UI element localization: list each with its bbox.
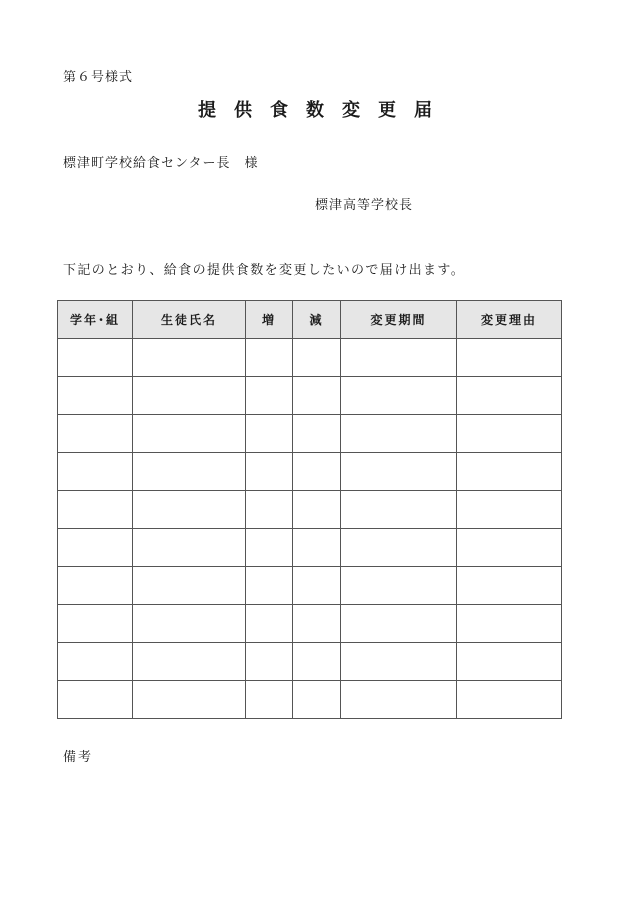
increase-cell[interactable] xyxy=(246,643,293,681)
increase-cell[interactable] xyxy=(246,605,293,643)
student-name-cell[interactable] xyxy=(133,491,246,529)
student-name-cell[interactable] xyxy=(133,681,246,719)
table-row xyxy=(58,491,562,529)
table-row xyxy=(58,643,562,681)
change-period-cell[interactable] xyxy=(341,605,457,643)
decrease-cell[interactable] xyxy=(293,415,341,453)
increase-cell[interactable] xyxy=(246,529,293,567)
student-name-cell[interactable] xyxy=(133,415,246,453)
decrease-cell[interactable] xyxy=(293,339,341,377)
sender-line: 標津高等学校長 xyxy=(315,198,414,213)
table-row xyxy=(58,567,562,605)
change-period-cell[interactable] xyxy=(341,415,457,453)
decrease-cell[interactable] xyxy=(293,643,341,681)
change-reason-cell[interactable] xyxy=(457,453,562,491)
change-period-cell[interactable] xyxy=(341,643,457,681)
student-name-cell[interactable] xyxy=(133,453,246,491)
table-header-row xyxy=(58,301,562,339)
decrease-cell[interactable] xyxy=(293,491,341,529)
meal-change-table xyxy=(57,300,562,719)
increase-cell[interactable] xyxy=(246,681,293,719)
grade-class-cell[interactable] xyxy=(58,681,133,719)
change-reason-cell[interactable] xyxy=(457,491,562,529)
grade-class-cell[interactable] xyxy=(58,605,133,643)
increase-cell[interactable] xyxy=(246,339,293,377)
document-title: 提供食数変更届 xyxy=(198,100,450,121)
notes-label: 備考 xyxy=(63,750,94,765)
decrease-cell[interactable] xyxy=(293,529,341,567)
table-row xyxy=(58,453,562,491)
recipient-line: 標津町学校給食センター長 様 xyxy=(63,156,259,171)
student-name-cell[interactable] xyxy=(133,377,246,415)
increase-cell[interactable] xyxy=(246,567,293,605)
header-change-reason: 変更理由 xyxy=(457,301,562,339)
increase-cell[interactable] xyxy=(246,415,293,453)
table-row xyxy=(58,529,562,567)
header-increase: 増 xyxy=(246,301,293,339)
grade-class-cell[interactable] xyxy=(58,643,133,681)
change-reason-cell[interactable] xyxy=(457,643,562,681)
table-row xyxy=(58,681,562,719)
grade-class-cell[interactable] xyxy=(58,567,133,605)
change-reason-cell[interactable] xyxy=(457,339,562,377)
table-row xyxy=(58,339,562,377)
student-name-cell[interactable] xyxy=(133,643,246,681)
change-period-cell[interactable] xyxy=(341,681,457,719)
decrease-cell[interactable] xyxy=(293,377,341,415)
change-reason-cell[interactable] xyxy=(457,605,562,643)
increase-cell[interactable] xyxy=(246,453,293,491)
header-decrease: 減 xyxy=(293,301,341,339)
header-change-period: 変更期間 xyxy=(341,301,457,339)
table-row xyxy=(58,377,562,415)
change-period-cell[interactable] xyxy=(341,339,457,377)
form-number: 第６号様式 xyxy=(63,70,134,85)
change-period-cell[interactable] xyxy=(341,377,457,415)
change-reason-cell[interactable] xyxy=(457,529,562,567)
change-period-cell[interactable] xyxy=(341,529,457,567)
decrease-cell[interactable] xyxy=(293,567,341,605)
change-reason-cell[interactable] xyxy=(457,567,562,605)
change-reason-cell[interactable] xyxy=(457,377,562,415)
change-period-cell[interactable] xyxy=(341,491,457,529)
decrease-cell[interactable] xyxy=(293,605,341,643)
table-row xyxy=(58,415,562,453)
header-student-name: 生徒氏名 xyxy=(133,301,246,339)
student-name-cell[interactable] xyxy=(133,529,246,567)
grade-class-cell[interactable] xyxy=(58,453,133,491)
table-row xyxy=(58,605,562,643)
grade-class-cell[interactable] xyxy=(58,529,133,567)
change-reason-cell[interactable] xyxy=(457,415,562,453)
decrease-cell[interactable] xyxy=(293,681,341,719)
grade-class-cell[interactable] xyxy=(58,415,133,453)
header-grade-class: 学年･組 xyxy=(58,301,133,339)
change-period-cell[interactable] xyxy=(341,567,457,605)
student-name-cell[interactable] xyxy=(133,339,246,377)
statement-text: 下記のとおり、給食の提供食数を変更したいので届け出ます。 xyxy=(63,263,466,278)
grade-class-cell[interactable] xyxy=(58,377,133,415)
increase-cell[interactable] xyxy=(246,491,293,529)
increase-cell[interactable] xyxy=(246,377,293,415)
change-reason-cell[interactable] xyxy=(457,681,562,719)
table-body xyxy=(58,339,562,719)
grade-class-cell[interactable] xyxy=(58,339,133,377)
change-period-cell[interactable] xyxy=(341,453,457,491)
student-name-cell[interactable] xyxy=(133,567,246,605)
decrease-cell[interactable] xyxy=(293,453,341,491)
grade-class-cell[interactable] xyxy=(58,491,133,529)
student-name-cell[interactable] xyxy=(133,605,246,643)
